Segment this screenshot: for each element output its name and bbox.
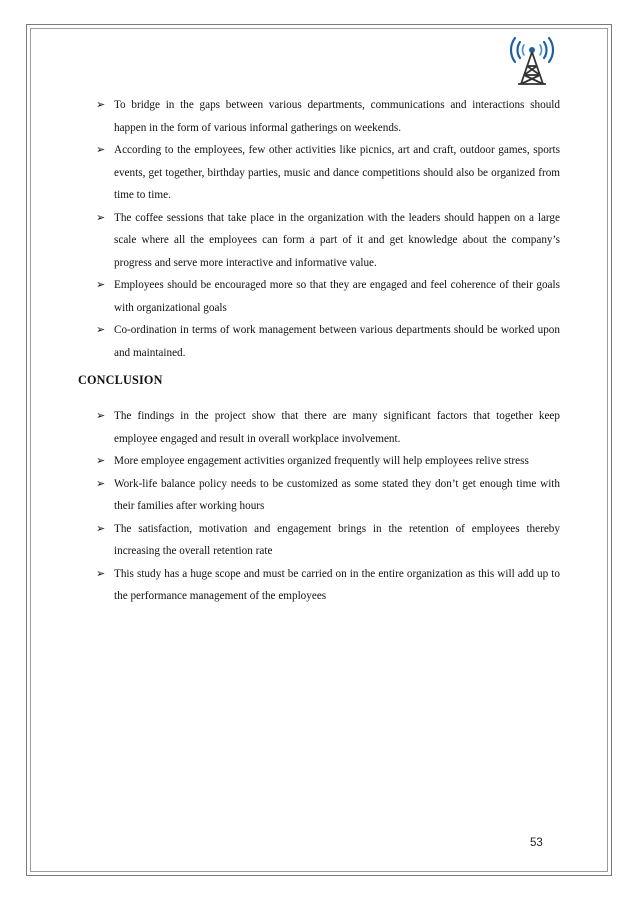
list-item	[78, 473, 560, 518]
arrow-bullet-icon: ➢	[96, 143, 106, 156]
list-item-text: The findings in the project show that there are many significant factors that together keep employee engaged and result in overall workplace involvement.	[114, 410, 560, 445]
list-item	[78, 274, 560, 319]
list-item	[78, 207, 560, 275]
list-item-text: The coffee sessions that take place in the organization with the leaders should happen on a large scale where all the employees can form a part of it and get knowledge about the company’s progress and serve more interactive and informative value.	[114, 211, 560, 269]
recommendations-list	[78, 94, 560, 364]
list-item	[78, 319, 560, 364]
list-item	[78, 518, 560, 563]
list-item-text: More employee engagement activities organized frequently will help employees relive stress	[114, 455, 529, 467]
arrow-bullet-icon: ➢	[96, 521, 106, 535]
arrow-bullet-icon: ➢	[96, 323, 106, 336]
radio-tower-icon	[506, 36, 558, 88]
list-item	[78, 405, 560, 450]
list-item-text: Co-ordination in terms of work management between various departments should be worked upon and maintained.	[114, 324, 560, 359]
list-item	[78, 139, 560, 207]
list-item-text: Work-life balance policy needs to be customized as some stated they don’t get enough time with their families after working hours	[114, 477, 560, 512]
arrow-bullet-icon: ➢	[96, 476, 106, 490]
section-heading-conclusion: CONCLUSION	[78, 373, 163, 387]
list-item	[78, 563, 560, 608]
arrow-bullet-icon: ➢	[96, 210, 106, 224]
arrow-bullet-icon: ➢	[96, 566, 106, 580]
list-item-text: The satisfaction, motivation and engagement brings in the retention of employees thereby increasing the overall retention rate	[114, 522, 560, 557]
arrow-bullet-icon: ➢	[96, 454, 106, 467]
page-number: 53	[530, 837, 543, 849]
arrow-bullet-icon: ➢	[96, 98, 106, 111]
arrow-bullet-icon: ➢	[96, 409, 106, 422]
list-item-text: To bridge in the gaps between various departments, communications and interactions should happen in the form of various informal gatherings on weekends.	[114, 99, 560, 134]
list-item	[78, 94, 560, 139]
arrow-bullet-icon: ➢	[96, 278, 106, 291]
list-item-text: This study has a huge scope and must be carried on in the entire organization as this will add up to the performance management of the employees	[114, 567, 560, 602]
list-item-text: According to the employees, few other activities like picnics, art and craft, outdoor games, sports events, get together, birthday parties, music and dance competitions should also be organized from time to time.	[114, 144, 560, 201]
list-item-text: Employees should be encouraged more so that they are engaged and feel coherence of their goals with organizational goals	[114, 279, 560, 314]
list-item	[78, 450, 560, 473]
conclusion-list	[78, 405, 560, 608]
